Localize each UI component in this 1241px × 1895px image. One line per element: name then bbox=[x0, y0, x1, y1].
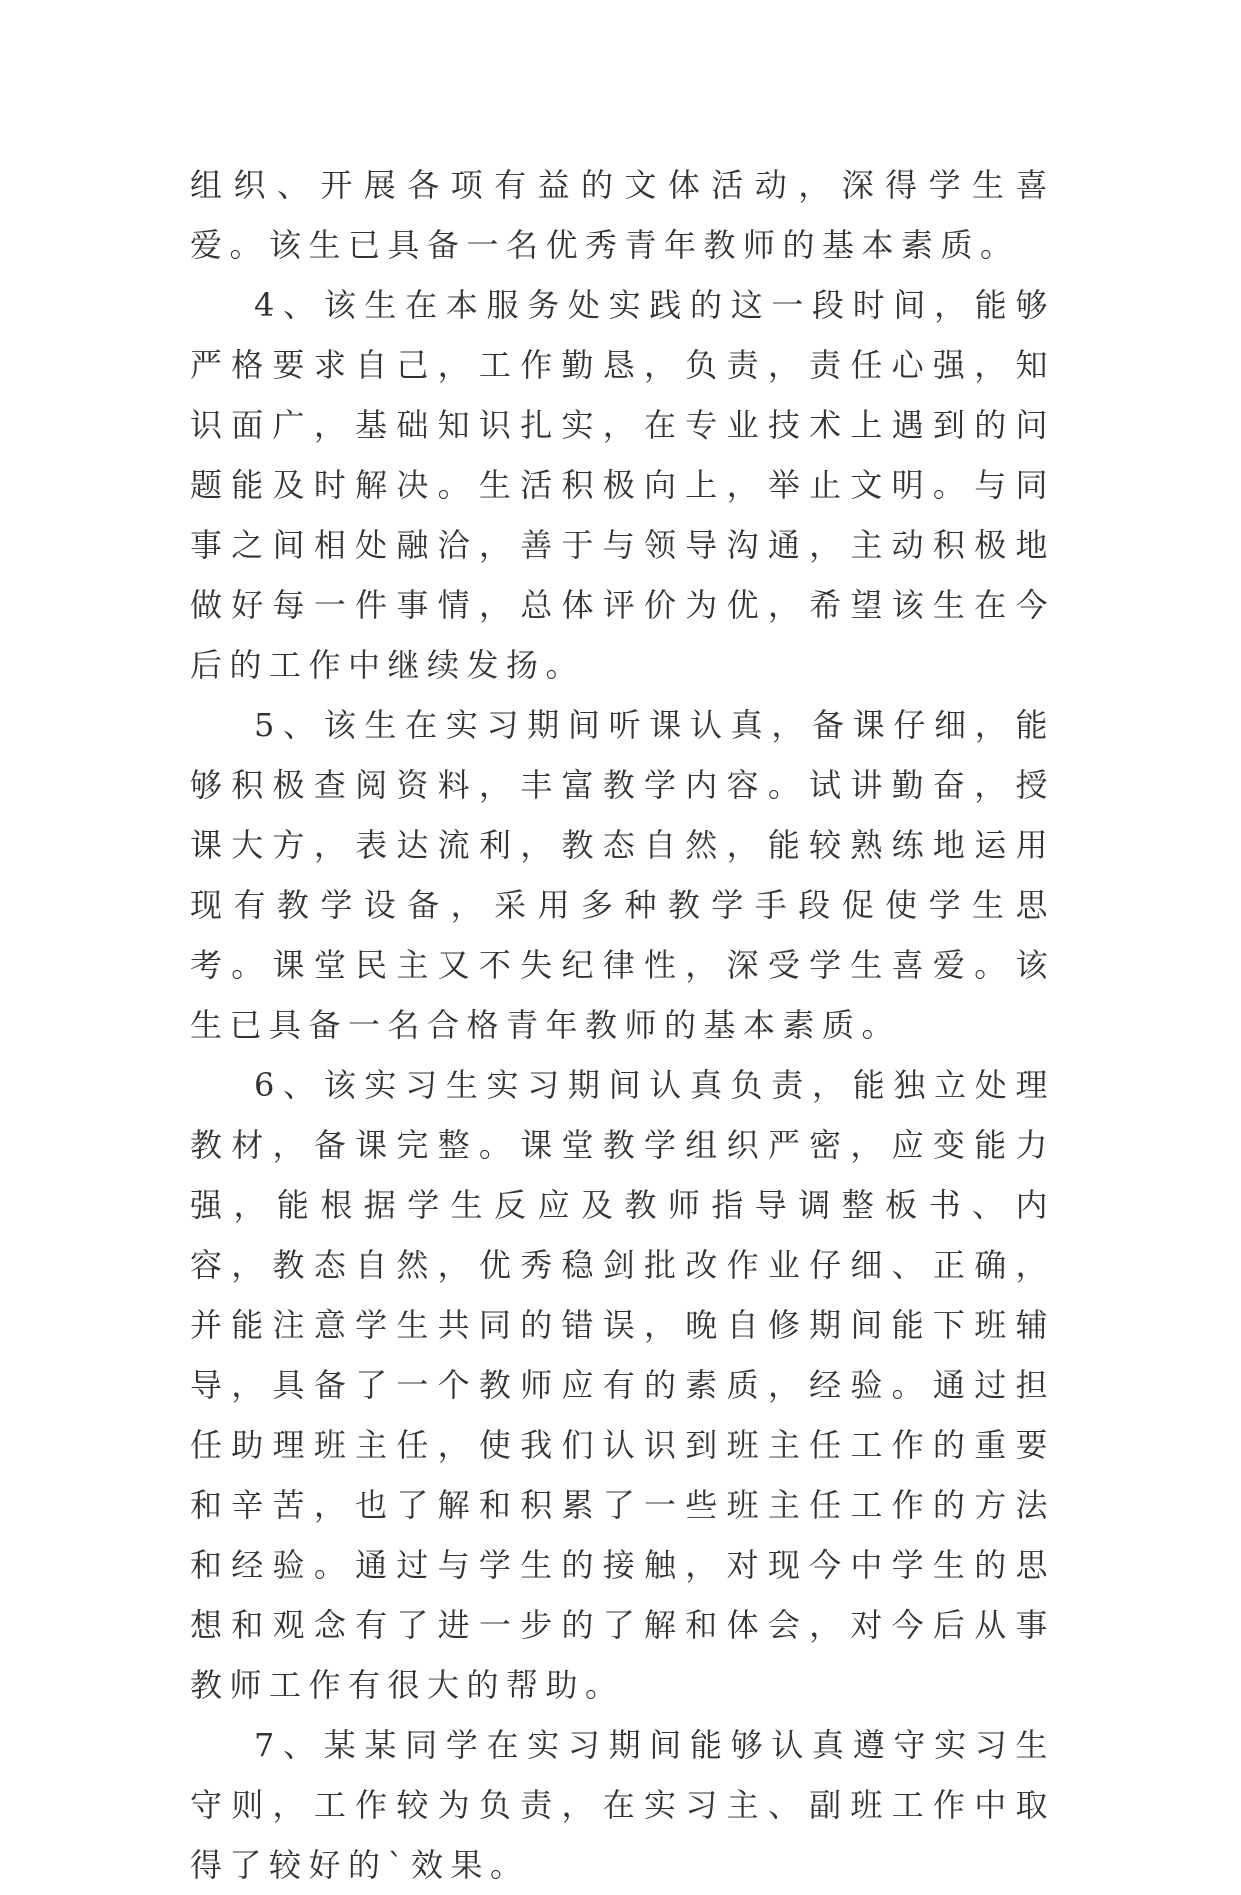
paragraph-item-6: 6、该实习生实习期间认真负责，能独立处理教材，备课完整。课堂教学组织严密，应变能力强，能根据学生反应及教师指导调整板书、内容，教态自然，优秀稳剑批改作业仔细、正确，并能注意学生共同的错误，晚自修期间能下班辅导，具备了一个教师应有的素质，经验。通过担任助理班主任，使我们认识到班主任工作的重要和辛苦，也了解和积累了一些班主任工作的方法和经验。通过与学生的接触，对现今中学生的思想和观念有了进一步的了解和体会，对今后从事教师工作有很大的帮助。 bbox=[190, 1066, 1055, 1704]
paragraph-item-7: 7、某某同学在实习期间能够认真遵守实习生守则，工作较为负责，在实习主、副班工作中取得了较好的`效果。 bbox=[190, 1726, 1055, 1884]
paragraph-continuation: 组织、开展各项有益的文体活动，深得学生喜爱。该生已具备一名优秀青年教师的基本素质。 bbox=[190, 166, 1055, 264]
paragraph-item-4: 4、该生在本服务处实践的这一段时间，能够严格要求自己，工作勤恳，负责，责任心强，知识面广，基础知识扎实，在专业技术上遇到的问题能及时解决。生活积极向上，举止文明。与同事之间相处融洽，善于与领导沟通，主动积极地做好每一件事情，总体评价为优，希望该生在今后的工作中继续发扬。 bbox=[190, 286, 1055, 684]
document-body bbox=[190, 155, 1055, 1895]
paragraph-item-5: 5、该生在实习期间听课认真，备课仔细，能够积极查阅资料，丰富教学内容。试讲勤奋，授课大方，表达流利，教态自然，能较熟练地运用现有教学设备，采用多种教学手段促使学生思考。课堂民主又不失纪律性，深受学生喜爱。该生已具备一名合格青年教师的基本素质。 bbox=[190, 706, 1055, 1044]
